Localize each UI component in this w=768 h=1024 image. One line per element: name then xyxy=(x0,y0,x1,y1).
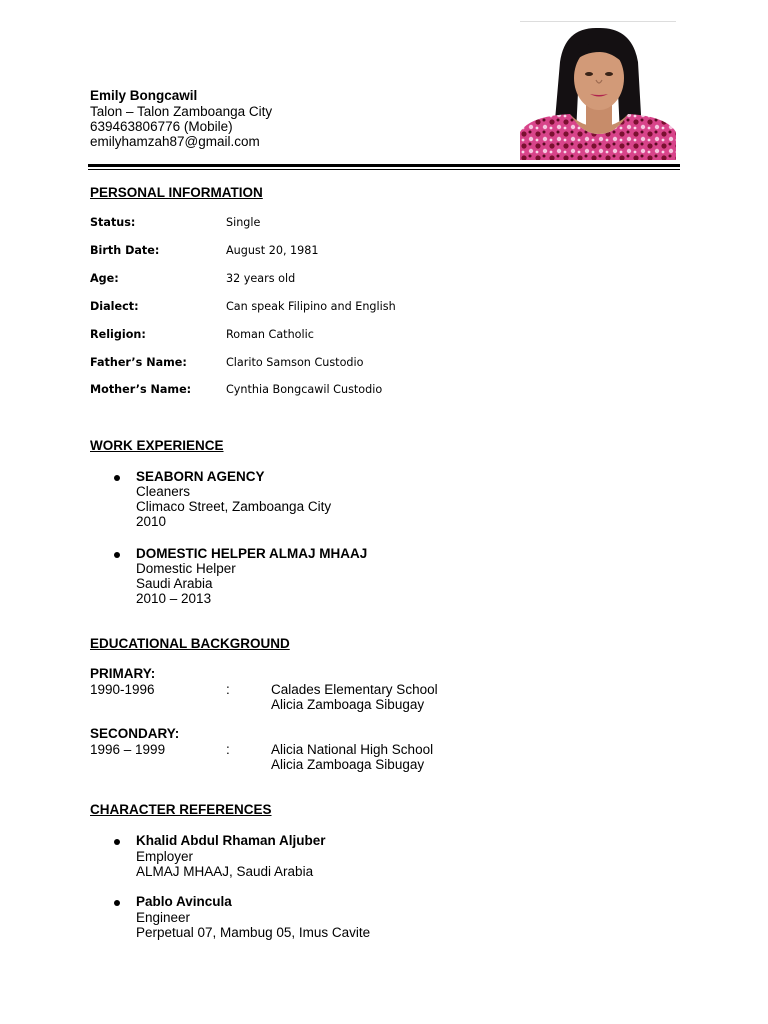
applicant-name: Emily Bongcawil xyxy=(90,88,198,103)
education-level: SECONDARY: xyxy=(90,726,180,741)
education-years: 1996 – 1999 xyxy=(90,742,166,757)
mothers-name-value: Cynthia Bongcawil Custodio xyxy=(226,383,383,396)
work-location: Climaco Street, Zamboanga City xyxy=(136,499,332,514)
work-employer: DOMESTIC HELPER ALMAJ MHAAJ xyxy=(136,546,368,561)
education-years: 1990-1996 xyxy=(90,682,155,697)
mothers-name-label: Mother’s Name: xyxy=(90,383,192,396)
reference-name: Pablo Avincula xyxy=(136,894,232,909)
birth-date-value: August 20, 1981 xyxy=(226,244,319,257)
education-location: Alicia Zamboaga Sibugay xyxy=(271,697,425,712)
work-location: Saudi Arabia xyxy=(136,576,213,591)
section-heading-personal: PERSONAL INFORMATION xyxy=(90,185,263,200)
education-separator: : xyxy=(226,742,230,757)
header-rule-thick xyxy=(88,164,680,167)
applicant-email: emilyhamzah87@gmail.com xyxy=(90,134,260,149)
reference-title: Employer xyxy=(136,849,194,864)
work-employer: SEABORN AGENCY xyxy=(136,469,265,484)
reference-title: Engineer xyxy=(136,910,191,925)
fathers-name-label: Father’s Name: xyxy=(90,356,187,369)
work-years: 2010 xyxy=(136,514,167,529)
dialect-label: Dialect: xyxy=(90,300,139,313)
status-value: Single xyxy=(226,216,261,229)
section-heading-education: EDUCATIONAL BACKGROUND xyxy=(90,636,290,651)
applicant-address: Talon – Talon Zamboanga City xyxy=(90,104,273,119)
work-years: 2010 – 2013 xyxy=(136,591,212,606)
bullet-icon xyxy=(114,839,120,845)
section-heading-work: WORK EXPERIENCE xyxy=(90,438,224,453)
header-rule-thin xyxy=(88,169,680,170)
age-label: Age: xyxy=(90,272,119,285)
bullet-icon xyxy=(114,475,120,481)
fathers-name-value: Clarito Samson Custodio xyxy=(226,356,364,369)
section-heading-references: CHARACTER REFERENCES xyxy=(90,802,272,817)
status-label: Status: xyxy=(90,216,136,229)
work-position: Cleaners xyxy=(136,484,191,499)
education-school: Calades Elementary School xyxy=(271,682,438,697)
birth-date-label: Birth Date: xyxy=(90,244,160,257)
applicant-photo xyxy=(520,21,676,160)
bullet-icon xyxy=(114,552,120,558)
religion-value: Roman Catholic xyxy=(226,328,314,341)
reference-name: Khalid Abdul Rhaman Aljuber xyxy=(136,833,326,848)
education-separator: : xyxy=(226,682,230,697)
portrait-illustration xyxy=(520,22,676,160)
dialect-value: Can speak Filipino and English xyxy=(226,300,396,313)
reference-address: Perpetual 07, Mambug 05, Imus Cavite xyxy=(136,925,371,940)
applicant-phone: 639463806776 (Mobile) xyxy=(90,119,233,134)
work-position: Domestic Helper xyxy=(136,561,236,576)
bullet-icon xyxy=(114,900,120,906)
education-school: Alicia National High School xyxy=(271,742,434,757)
reference-organization: ALMAJ MHAAJ, Saudi Arabia xyxy=(136,864,314,879)
religion-label: Religion: xyxy=(90,328,146,341)
age-value: 32 years old xyxy=(226,272,296,285)
education-location: Alicia Zamboaga Sibugay xyxy=(271,757,425,772)
education-level: PRIMARY: xyxy=(90,666,156,681)
